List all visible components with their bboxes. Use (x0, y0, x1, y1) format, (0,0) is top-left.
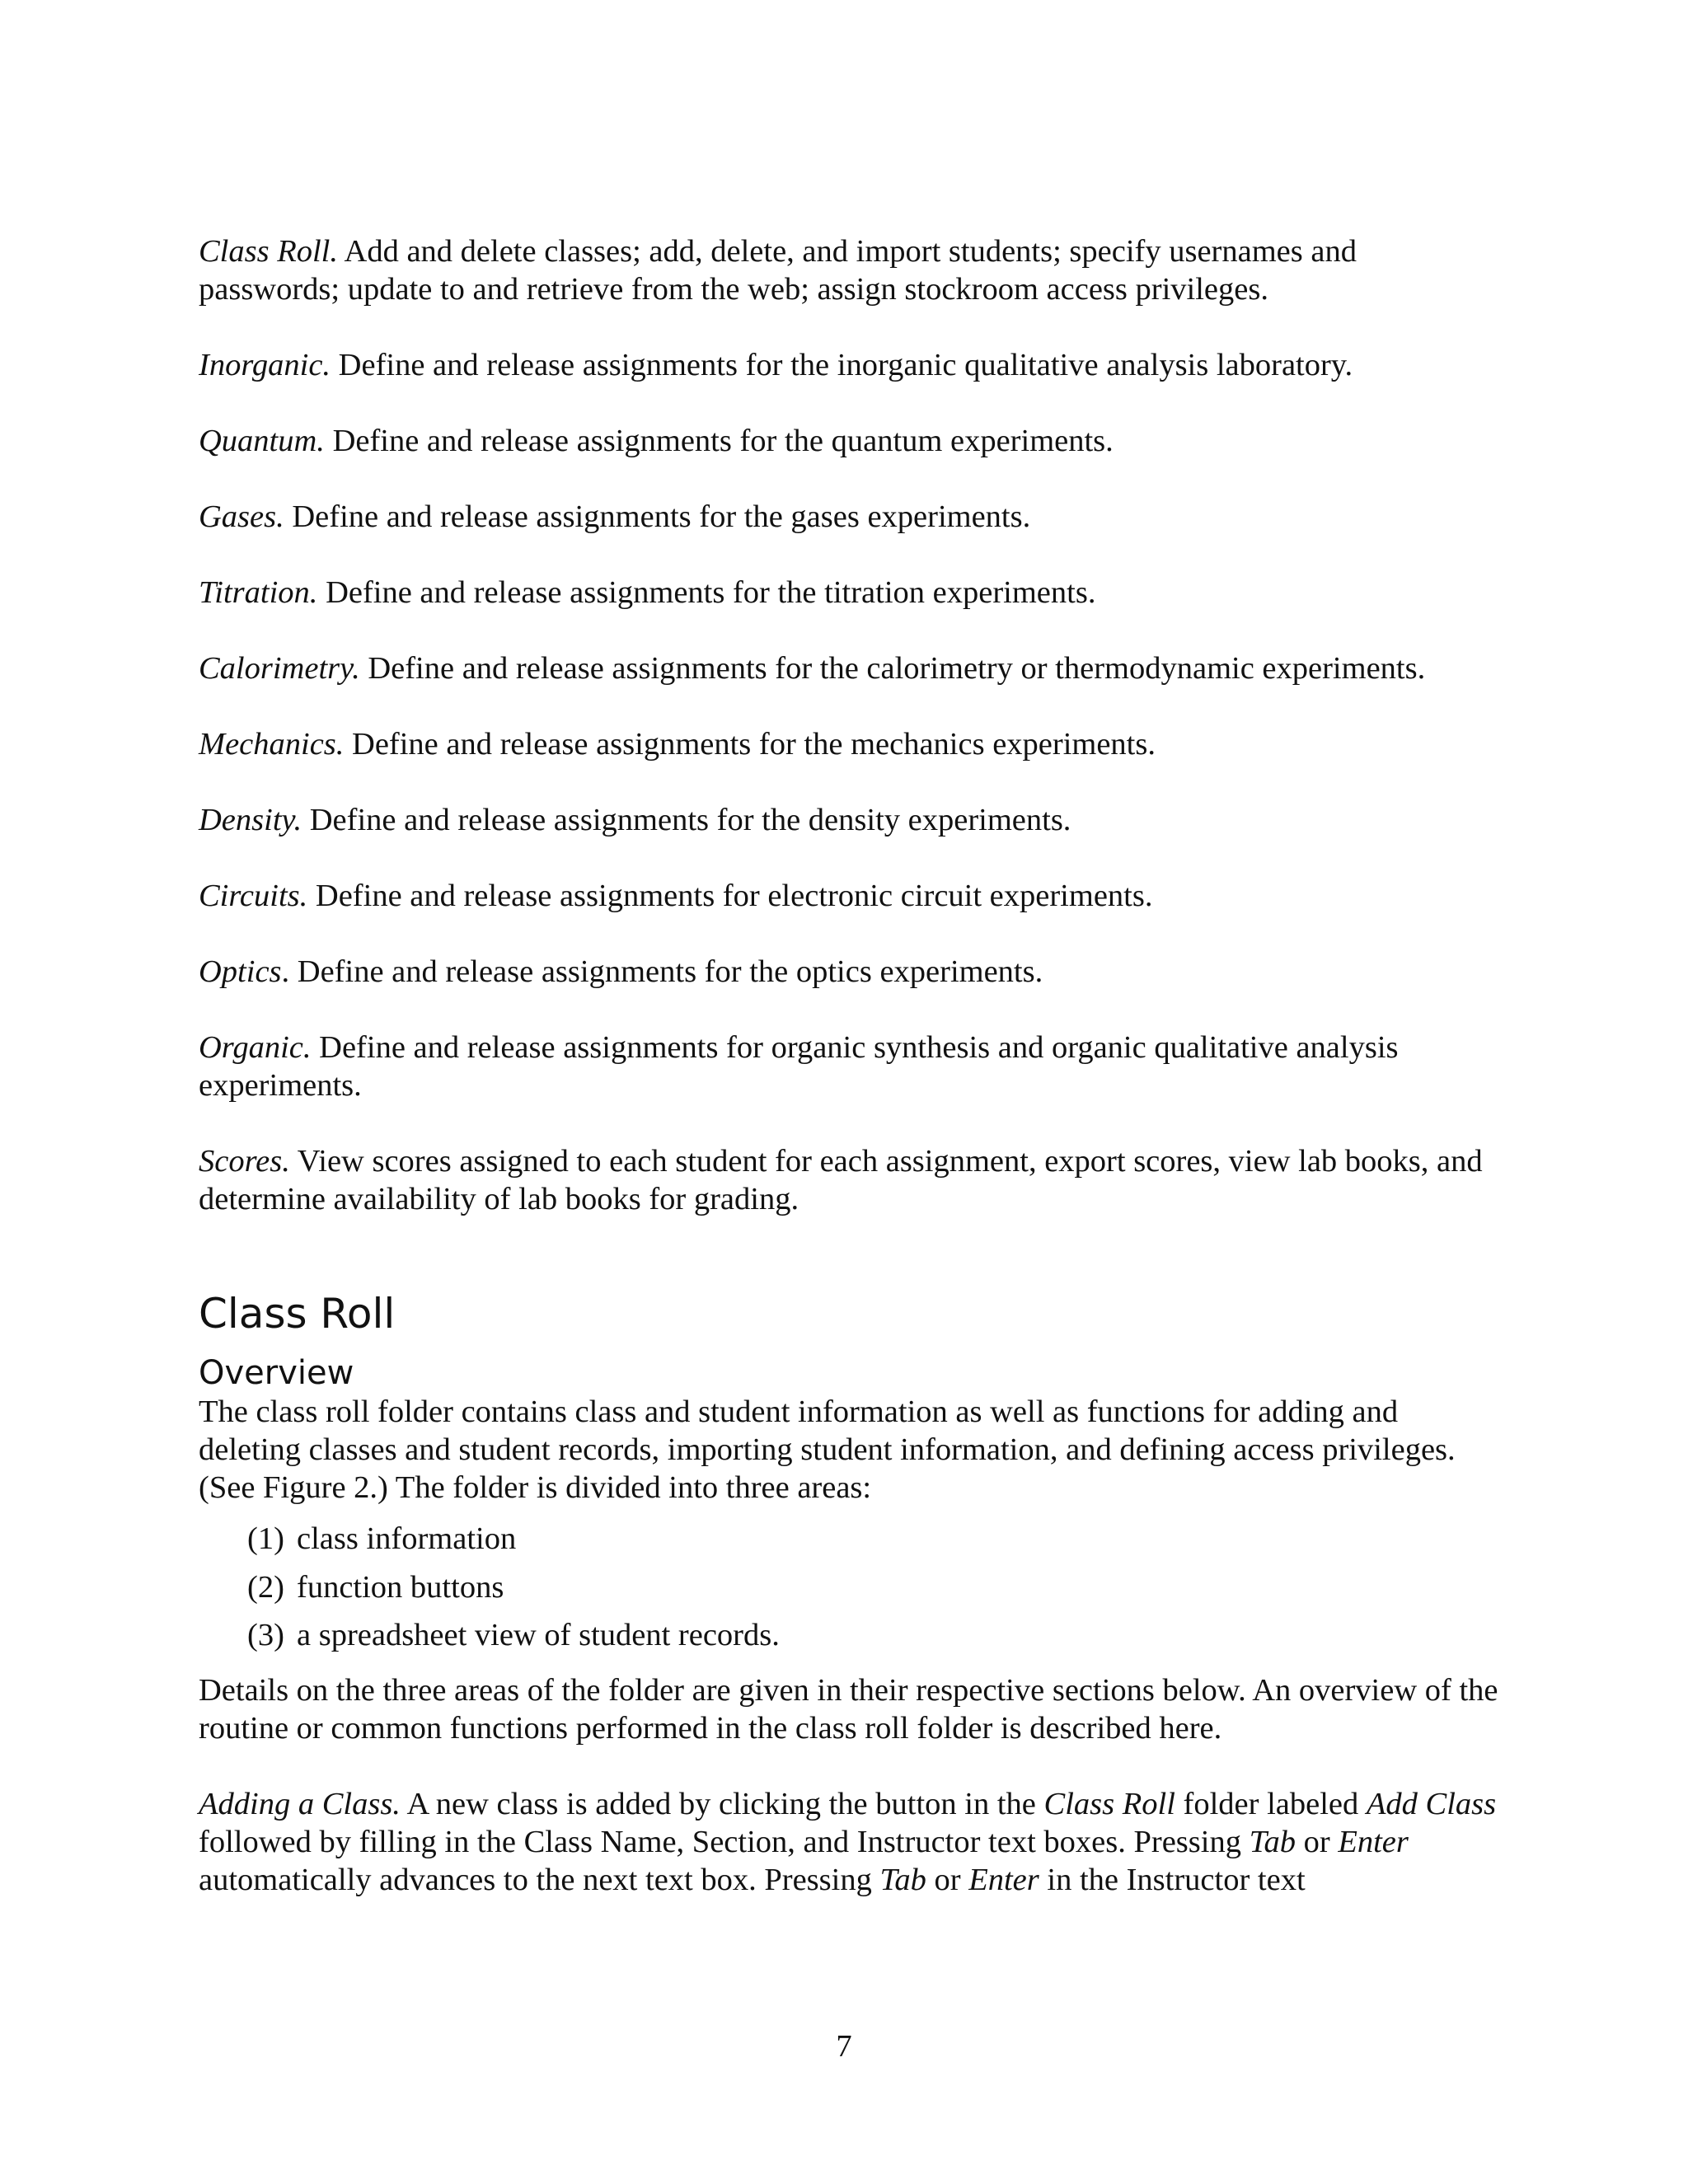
adding-class-text: or (1295, 1824, 1339, 1859)
list-item-number: (2) (247, 1569, 284, 1605)
list-item-text: class information (297, 1521, 517, 1556)
entry-term: Titration. (199, 575, 318, 610)
entry-description: Define and release assignments for the calorimetry or thermodynamic experiments. (359, 651, 1426, 686)
list-item-text: function buttons (297, 1569, 504, 1605)
entry-description: Define and release assignments for the gases experiments. (284, 499, 1031, 534)
list-item (247, 1611, 1501, 1660)
page-body (199, 232, 1501, 1937)
entry-term: Gases. (199, 499, 284, 534)
area-list (247, 1515, 1501, 1660)
entry-description: . Define and release assignments for the optics experiments. (281, 954, 1043, 989)
entry-term: Scores. (199, 1144, 290, 1179)
list-item-number: (3) (247, 1618, 284, 1652)
adding-class-text: in the Instructor text (1039, 1862, 1306, 1897)
page-number: 7 (836, 2029, 852, 2064)
entry-term: Class Roll. (199, 234, 339, 269)
entry-term: Inorganic. (199, 348, 331, 382)
adding-class-text: A new class is added by clicking the button in the (400, 1786, 1044, 1821)
entry-term: Mechanics. (199, 727, 345, 762)
subsection-heading: Overview (199, 1354, 354, 1392)
adding-class-emphasis: Class Roll (1043, 1786, 1175, 1821)
entry-term: Quantum. (199, 424, 325, 458)
overview-paragraph: The class roll folder contains class and student information as well as functions for adding and deleting classes and student records, importing student information, and defining access privileges. (See Figure 2.) The folder is divided into three areas: (199, 1394, 1456, 1505)
list-item-text: a spreadsheet view of student records. (297, 1618, 780, 1652)
entry-term: Calorimetry. (199, 651, 360, 686)
entry-titration (199, 574, 1501, 612)
adding-class-text: automatically advances to the next text box. Pressing (199, 1862, 880, 1897)
entry-description: Define and release assignments for the titration experiments. (317, 575, 1096, 610)
adding-class-emphasis: Add Class (1366, 1786, 1497, 1821)
details-paragraph: Details on the three areas of the folder are given in their respective sections below. An overview of the routine or common functions performed in the class roll folder is described here. (199, 1672, 1498, 1746)
adding-class-emphasis: Enter (1338, 1824, 1409, 1859)
entry-quantum (199, 422, 1501, 460)
entry-term: Optics (199, 954, 282, 989)
entry-description: Define and release assignments for the inorganic qualitative analysis laboratory. (331, 348, 1353, 382)
section-heading: Class Roll (199, 1290, 396, 1338)
adding-class-text: folder labeled (1175, 1786, 1367, 1821)
entry-inorganic (199, 346, 1501, 384)
adding-class-paragraph (199, 1785, 1501, 1899)
entry-class-roll (199, 232, 1501, 308)
entry-density (199, 801, 1501, 839)
entry-term: Circuits. (199, 879, 308, 913)
adding-class-term: Adding a Class. (199, 1786, 401, 1821)
entry-circuits (199, 877, 1501, 915)
adding-class-emphasis: Tab (1249, 1824, 1296, 1859)
entry-description: Define and release assignments for electronic circuit experiments. (307, 879, 1153, 913)
entry-description: Define and release assignments for organic synthesis and organic qualitative analysis experiments. (199, 1030, 1399, 1103)
list-item-number: (1) (247, 1521, 284, 1556)
entry-description: Define and release assignments for the quantum experiments. (324, 424, 1114, 458)
entry-gases (199, 498, 1501, 536)
adding-class-text: followed by filling in the Class Name, Section, and Instructor text boxes. Pressing (199, 1824, 1250, 1859)
entry-mechanics (199, 725, 1501, 763)
entry-description: Add and delete classes; add, delete, and import students; specify usernames and passwords; update to and retrieve from the web; assign stockroom access privileges. (199, 234, 1357, 307)
entry-description: Define and release assignments for the density experiments. (302, 803, 1071, 837)
entry-description: Define and release assignments for the mechanics experiments. (344, 727, 1156, 762)
entry-calorimetry (199, 649, 1501, 687)
adding-class-emphasis: Enter (968, 1862, 1039, 1897)
list-item (247, 1563, 1501, 1612)
adding-class-text: or (926, 1862, 969, 1897)
entry-term: Organic. (199, 1030, 312, 1065)
entry-term: Density. (199, 803, 302, 837)
list-item (247, 1515, 1501, 1563)
entry-scores (199, 1142, 1501, 1218)
entry-optics (199, 953, 1501, 991)
entry-description: View scores assigned to each student for each assignment, export scores, view lab books, and determine availability of lab books for grading. (199, 1144, 1483, 1216)
adding-class-emphasis: Tab (879, 1862, 926, 1897)
entry-organic (199, 1029, 1501, 1104)
